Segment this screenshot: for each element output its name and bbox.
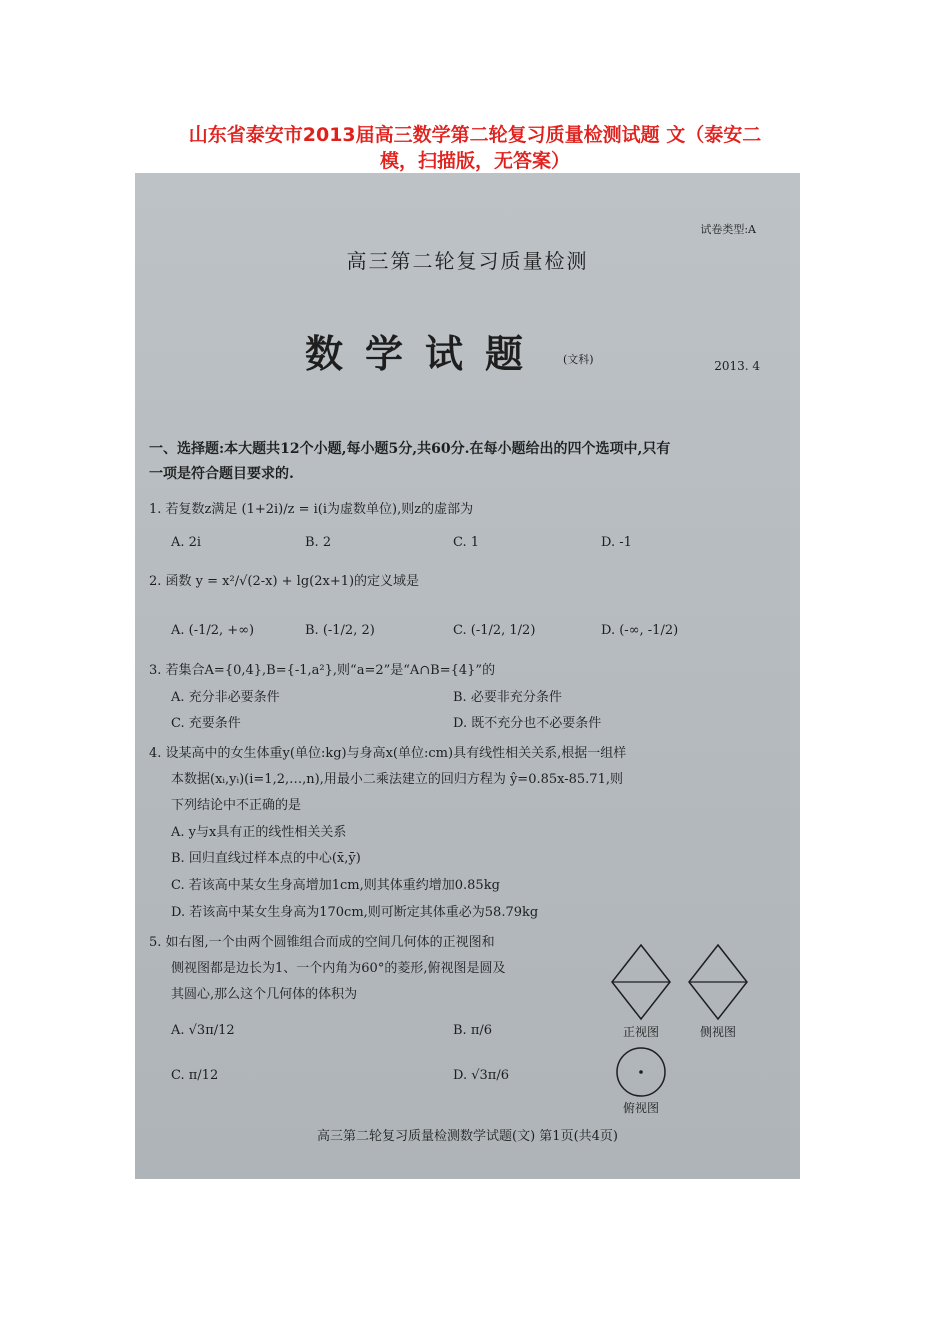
q3-option-c: C. 充要条件 (171, 716, 241, 731)
exam-type-label: 试卷类型:A (700, 223, 756, 236)
exam-subtitle: 高三第二轮复习质量检测 (346, 249, 589, 273)
question-4-line-3: 下列结论中不正确的是 (171, 798, 302, 813)
q2-option-a: A. (-1/2, +∞) (171, 623, 255, 638)
question-3: 3. 若集合A={0,4},B={-1,a²},则“a=2”是“A∩B={4}”的 (149, 663, 496, 678)
q5-option-a: A. √3π/12 (171, 1023, 235, 1038)
q3-option-a: A. 充分非必要条件 (171, 690, 280, 705)
q1-option-c: C. 1 (453, 535, 480, 550)
question-2: 2. 函数 y = x²/√(2-x) + lg(2x+1)的定义域是 (149, 574, 420, 589)
question-5-line-3: 其圆心,那么这个几何体的体积为 (171, 987, 358, 1002)
question-4-line-2: 本数据(xᵢ,yᵢ)(i=1,2,…,n),用最小二乘法建立的回归方程为 ŷ=0.85x-85.71,则 (171, 772, 623, 787)
q2-option-b: B. (-1/2, 2) (305, 623, 375, 638)
q5-option-d: D. √3π/6 (453, 1068, 509, 1083)
document-title-line-1: 山东省泰安市2013届高三数学第二轮复习质量检测试题 文（泰安二 (188, 124, 762, 146)
question-5-line-2: 侧视图都是边长为1、一个内角为60°的菱形,俯视图是圆及 (171, 961, 506, 976)
exam-main-title: 数学试题 (305, 331, 546, 376)
q1-option-b: B. 2 (305, 535, 332, 550)
top-view-label: 俯视图 (623, 1101, 660, 1115)
q4-option-a: A. y与x具有正的线性相关关系 (171, 825, 347, 840)
q5-option-b: B. π/6 (453, 1023, 493, 1038)
exam-date: 2013. 4 (714, 359, 760, 373)
document-title-line-2: 模，扫描版，无答案） (379, 150, 570, 172)
question-1: 1. 若复数z满足 (1+2i)/z = i(i为虚数单位),则z的虚部为 (149, 502, 474, 517)
side-view-label: 侧视图 (700, 1025, 737, 1039)
q2-option-c: C. (-1/2, 1/2) (453, 623, 536, 638)
q2-option-d: D. (-∞, -1/2) (601, 623, 679, 638)
front-view-label: 正视图 (623, 1025, 660, 1039)
q3-option-d: D. 既不充分也不必要条件 (453, 716, 602, 731)
subject-note: (文科) (563, 353, 594, 366)
question-5-line-1: 5. 如右图,一个由两个圆锥组合而成的空间几何体的正视图和 (149, 935, 495, 950)
front-view-rhombus-figure (610, 943, 672, 1021)
top-view-circle-figure (615, 1046, 667, 1098)
q5-option-c: C. π/12 (171, 1068, 219, 1083)
question-4-line-1: 4. 设某高中的女生体重y(单位:kg)与身高x(单位:cm)具有线性相关关系,根据一组样 (149, 746, 627, 761)
section-1-heading-line-1: 一、选择题:本大题共12个小题,每小题5分,共60分.在每小题给出的四个选项中,只有 (149, 441, 671, 457)
side-view-rhombus-figure (687, 943, 749, 1021)
document-title (120, 122, 830, 174)
q4-option-c: C. 若该高中某女生身高增加1cm,则其体重约增加0.85kg (171, 878, 500, 893)
q1-option-d: D. -1 (601, 535, 632, 550)
q4-option-d: D. 若该高中某女生身高为170cm,则可断定其体重必为58.79kg (171, 905, 539, 920)
section-1-heading-line-2: 一项是符合题目要求的. (149, 466, 294, 482)
scanned-exam-page (135, 173, 800, 1179)
page-footer: 高三第二轮复习质量检测数学试题(文) 第1页(共4页) (317, 1129, 618, 1144)
q1-option-a: A. 2i (171, 535, 202, 550)
q3-option-b: B. 必要非充分条件 (453, 690, 562, 705)
q4-option-b: B. 回归直线过样本点的中心(x̄,ȳ) (171, 851, 361, 866)
